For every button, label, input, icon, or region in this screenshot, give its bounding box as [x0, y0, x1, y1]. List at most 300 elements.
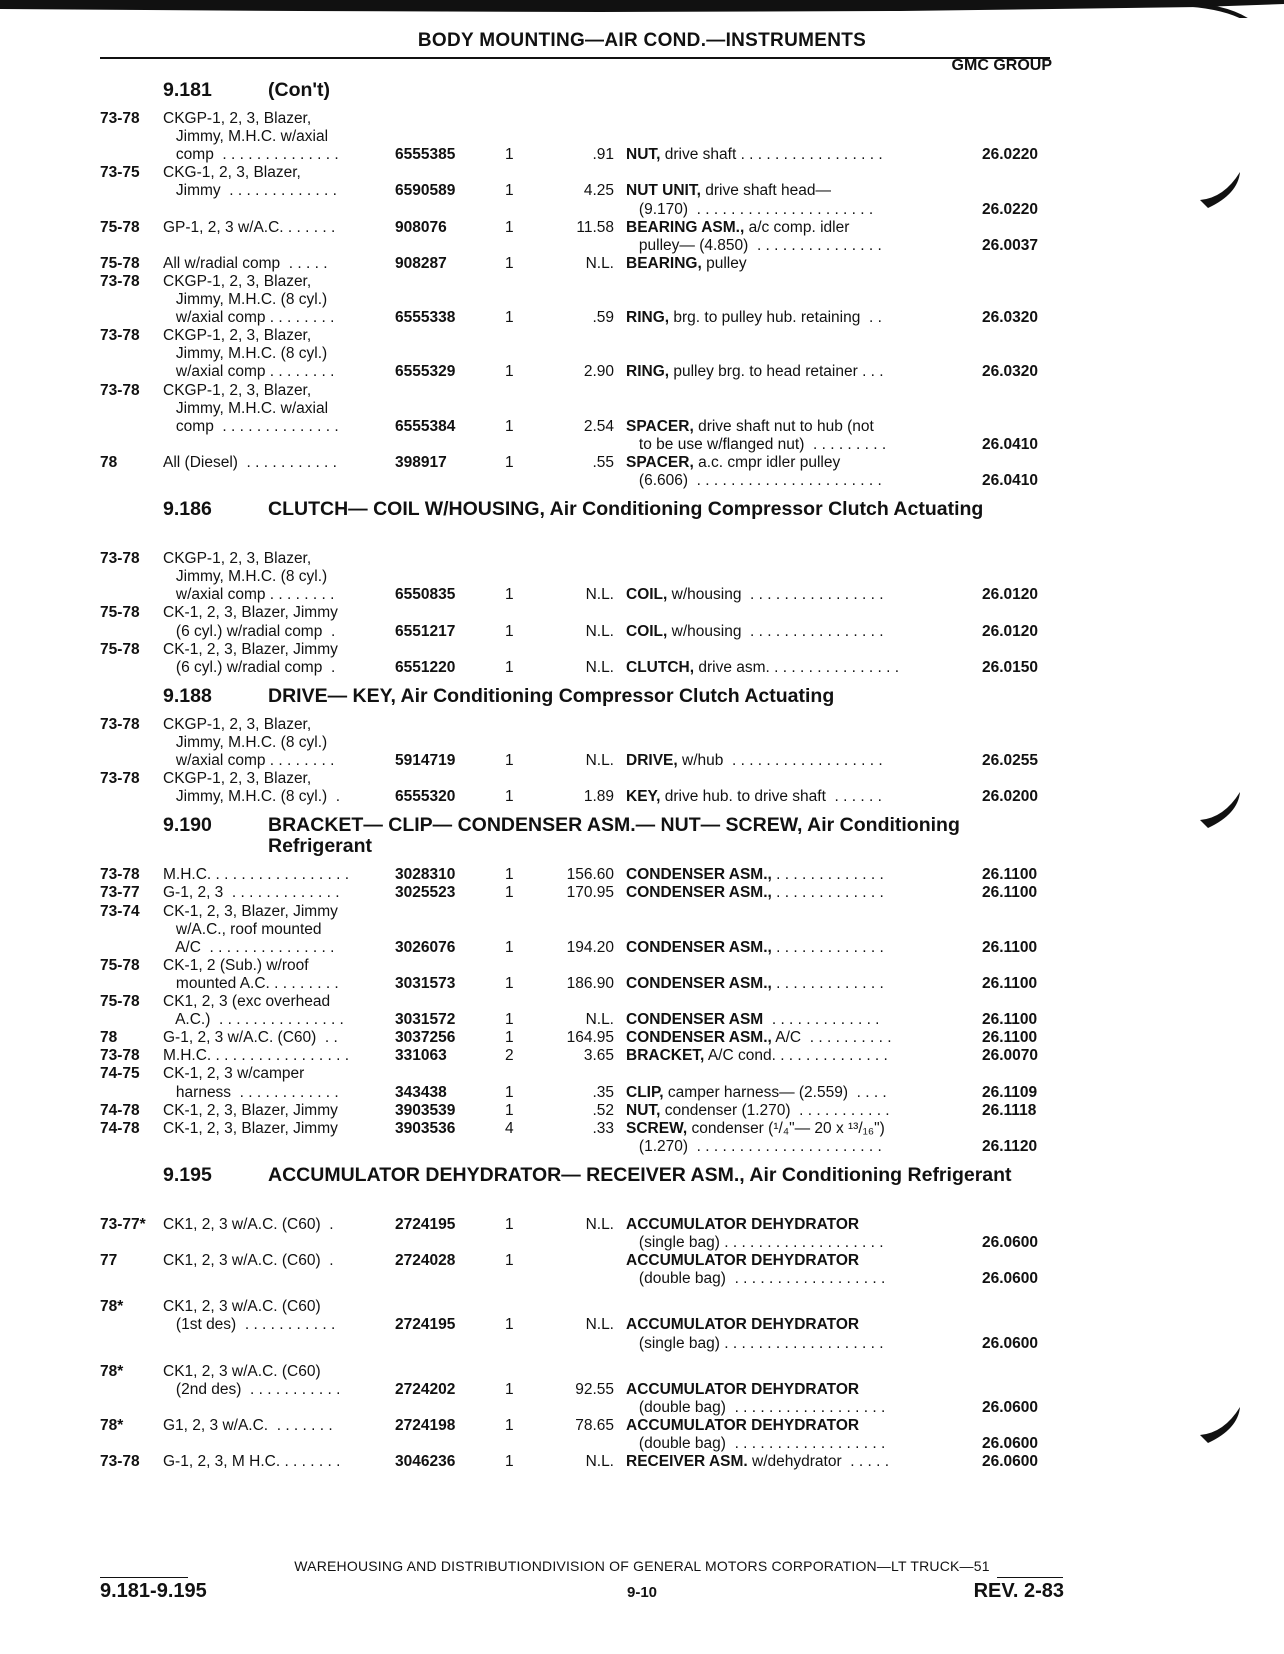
catalog-group-number: 26.1100 [982, 866, 1038, 884]
price: 1.89 [583, 788, 614, 806]
catalog-row [0, 1416, 1284, 1435]
price: N.L. [585, 1215, 614, 1233]
application: CKGP-1, 2, 3, Blazer, [163, 550, 312, 568]
part-number: 6555338 [395, 309, 456, 327]
application: CK-1, 2 (Sub.) w/roof [163, 956, 309, 974]
part-number: 2724198 [395, 1416, 456, 1434]
part-description-detail: to be use w/flanged nut) . . . . . . . . . [626, 435, 887, 453]
part-description [626, 1416, 859, 1435]
application: w/A.C., roof mounted [163, 920, 322, 938]
catalog-row [0, 640, 1284, 659]
quantity: 2 [505, 1047, 514, 1065]
quantity: 1 [505, 1083, 514, 1101]
price: N.L. [585, 1011, 614, 1029]
part-description [626, 218, 849, 237]
catalog-group-number: 26.0600 [982, 1398, 1039, 1416]
catalog-group-number: 26.0600 [982, 1435, 1039, 1452]
catalog-group-number: 26.0220 [982, 200, 1039, 218]
catalog-row [0, 145, 1284, 164]
catalog-row [0, 1251, 1284, 1270]
price: 164.95 [566, 1029, 614, 1047]
part-description [626, 1010, 880, 1029]
part-description [626, 145, 883, 164]
model-years: 78* [100, 1362, 124, 1380]
section-number: 9.195 [163, 1163, 212, 1186]
part-description [626, 938, 884, 957]
model-years: 75-78 [100, 956, 140, 974]
part-name: SPACER, [626, 453, 694, 471]
part-description-detail: pulley brg. to head retainer . . . [669, 363, 884, 381]
application: CK-1, 2, 3, Blazer, Jimmy [163, 1119, 338, 1137]
catalog-group-number: 26.1100 [982, 884, 1038, 902]
catalog-row [0, 658, 1284, 677]
model-years: 73-77* [100, 1215, 146, 1233]
application: CKGP-1, 2, 3, Blazer, [163, 272, 312, 290]
part-description-detail: . . . . . . . . . . . . . [771, 938, 884, 956]
quantity: 1 [505, 658, 514, 676]
part-description [626, 453, 840, 472]
application: M.H.C. . . . . . . . . . . . . . . . . [163, 1047, 350, 1065]
catalog-group-number: 26.0255 [982, 752, 1039, 769]
part-description [626, 1215, 859, 1234]
price: N.L. [585, 658, 614, 676]
part-description [626, 585, 884, 604]
model-years: 74-78 [100, 1119, 140, 1137]
price: 2.54 [583, 417, 614, 435]
footer-section-range: 9.181-9.195 [100, 1580, 207, 1602]
section-title: (Con't) [268, 79, 331, 101]
catalog-group-number: 26.0410 [982, 435, 1039, 453]
catalog-row [0, 1380, 1284, 1399]
part-description-detail: drive shaft nut to hub (not [693, 417, 874, 435]
application: CK-1, 2, 3 w/camper [163, 1065, 305, 1083]
catalog-row [0, 1362, 1284, 1381]
application: A.C.) . . . . . . . . . . . . . . . [163, 1011, 344, 1029]
model-years: 73-78 [100, 272, 140, 290]
quantity: 1 [505, 1215, 514, 1233]
part-name: COIL, [626, 622, 668, 640]
section-title: ACCUMULATOR DEHYDRATOR— RECEIVER ASM., Air Conditioning Refrigerant [268, 1163, 1012, 1186]
catalog-row [0, 381, 1284, 400]
catalog-row [0, 1315, 1284, 1334]
footer-rule-right [997, 1577, 1063, 1578]
quantity: 1 [505, 309, 514, 327]
binder-hole-mark [1196, 170, 1244, 210]
application: harness . . . . . . . . . . . . [163, 1083, 339, 1101]
catalog-group-number: 26.0600 [982, 1270, 1039, 1288]
catalog-row [0, 974, 1284, 993]
application: CK1, 2, 3 w/A.C. (C60) [163, 1362, 321, 1380]
quantity: 1 [505, 974, 514, 992]
price: .35 [592, 1083, 614, 1101]
catalog-row [0, 163, 1284, 182]
catalog-row [0, 549, 1284, 568]
price: N.L. [585, 1453, 614, 1471]
part-description [626, 1269, 885, 1288]
catalog-row [0, 1083, 1284, 1102]
price: 3.65 [583, 1047, 614, 1065]
part-description-detail: condenser (1.270) . . . . . . . . . . . [660, 1101, 890, 1119]
binder-hole-mark [1196, 790, 1244, 830]
part-name: ACCUMULATOR DEHYDRATOR [626, 1416, 860, 1434]
catalog-group-number: 26.0150 [982, 658, 1039, 676]
section-title: BRACKET— CLIP— CONDENSER ASM.— NUT— SCREW, Air Conditioning Refrigerant [268, 814, 960, 858]
catalog-row [0, 1398, 1284, 1417]
part-description-detail: (single bag) . . . . . . . . . . . . . . . . . . . [626, 1234, 884, 1251]
price: .59 [592, 309, 614, 327]
quantity: 1 [505, 254, 514, 272]
quantity: 1 [505, 146, 514, 164]
part-description-detail: A/C cond. . . . . . . . . . . . . . [704, 1047, 888, 1065]
catalog-row [0, 417, 1284, 436]
catalog-group-number: 26.0410 [982, 472, 1039, 489]
catalog-group-number: 26.0320 [982, 363, 1039, 381]
application: Jimmy, M.H.C. w/axial [163, 399, 329, 417]
part-description-detail: A/C . . . . . . . . . . [771, 1029, 892, 1047]
application: CKG-1, 2, 3, Blazer, [163, 164, 301, 182]
application: w/axial comp . . . . . . . . [163, 309, 335, 327]
part-number: 3903536 [395, 1119, 456, 1137]
catalog-row [0, 938, 1284, 957]
footer-page-number: 9-10 [626, 1584, 658, 1601]
quantity: 1 [505, 866, 514, 884]
price: .91 [592, 146, 614, 164]
part-number: 3028310 [395, 866, 456, 884]
model-years: 73-74 [100, 902, 140, 920]
application: All (Diesel) . . . . . . . . . . . [163, 453, 337, 471]
section-title: CLUTCH— COIL W/HOUSING, Air Conditioning Compressor Clutch Actuating [268, 498, 984, 521]
quantity: 1 [505, 1453, 514, 1471]
model-years: 75-78 [100, 993, 140, 1010]
application: CK1, 2, 3 w/A.C. (C60) [163, 1298, 321, 1316]
part-description-detail: drive hub. to drive shaft . . . . . . [660, 788, 882, 806]
model-years: 73-75 [100, 164, 140, 182]
catalog-row [0, 1010, 1284, 1029]
footer-revision: REV. 2-83 [973, 1580, 1064, 1602]
section-number: 9.188 [163, 684, 212, 707]
catalog-row [0, 1137, 1284, 1156]
catalog-row [0, 1101, 1284, 1120]
part-description [626, 362, 884, 381]
catalog-group-number: 26.1109 [982, 1083, 1038, 1101]
part-description [626, 1315, 859, 1334]
part-name: CONDENSER ASM., [626, 938, 772, 956]
part-description-detail: w/hub . . . . . . . . . . . . . . . . . . [677, 752, 883, 769]
part-number: 3046236 [395, 1453, 456, 1471]
catalog-row [0, 1297, 1284, 1316]
model-years: 78* [100, 1416, 124, 1434]
catalog-row [0, 344, 1284, 363]
part-name: CONDENSER ASM., [626, 866, 772, 884]
catalog-row [0, 1215, 1284, 1234]
catalog-row [0, 254, 1284, 273]
catalog-row [0, 181, 1284, 200]
application: (2nd des) . . . . . . . . . . . [163, 1380, 341, 1398]
catalog-group-number: 26.1120 [982, 1137, 1038, 1155]
part-description-detail: . . . . . . . . . . . . . [763, 1011, 880, 1029]
model-years: 78 [100, 1029, 118, 1047]
part-description [626, 622, 884, 641]
application: G-1, 2, 3 w/A.C. (C60) . . [163, 1029, 338, 1047]
catalog-row [0, 308, 1284, 327]
catalog-group-number: 26.0600 [982, 1234, 1039, 1251]
model-years: 74-78 [100, 1101, 140, 1119]
application: CK-1, 2, 3, Blazer, Jimmy [163, 604, 338, 622]
application: CK1, 2, 3 (exc overhead [163, 993, 331, 1010]
part-description-detail: (9.170) . . . . . . . . . . . . . . . . . . . . . [626, 200, 874, 218]
part-description-detail: pulley— (4.850) . . . . . . . . . . . . . . . [626, 236, 882, 254]
catalog-row [0, 920, 1284, 939]
part-description [626, 1101, 890, 1120]
part-name: CLIP, [626, 1083, 664, 1101]
part-number: 2724195 [395, 1215, 456, 1233]
catalog-group-number: 26.0120 [982, 586, 1039, 604]
catalog-row [0, 326, 1284, 345]
catalog-row [0, 956, 1284, 975]
application: CKGP-1, 2, 3, Blazer, [163, 110, 312, 127]
part-description-detail: . . . . . . . . . . . . . [771, 884, 884, 902]
part-description [626, 658, 899, 677]
quantity: 1 [505, 417, 514, 435]
part-number: 908076 [395, 218, 447, 236]
part-name: RING, [626, 363, 670, 381]
part-name: CONDENSER ASM [626, 1011, 764, 1029]
model-years: 73-78 [100, 110, 140, 127]
part-number: 5914719 [395, 752, 456, 769]
part-number: 3031572 [395, 1011, 456, 1029]
application: All w/radial comp . . . . . [163, 254, 328, 272]
part-description-detail: (single bag) . . . . . . . . . . . . . . . . . . . [626, 1334, 884, 1352]
part-description [626, 308, 882, 327]
quantity: 4 [505, 1119, 514, 1137]
catalog-row [0, 585, 1284, 604]
application: mounted A.C. . . . . . . . . [163, 974, 339, 992]
application: A/C . . . . . . . . . . . . . . . [163, 938, 335, 956]
binder-hole-mark [1196, 1405, 1244, 1445]
part-number: 908287 [395, 254, 447, 272]
part-description [626, 751, 883, 770]
part-number: 398917 [395, 453, 447, 471]
model-years: 74-75 [100, 1065, 140, 1083]
quantity: 1 [505, 1011, 514, 1029]
model-years: 73-78 [100, 550, 140, 568]
part-description-detail: condenser (¹/₄"— 20 x ¹³/₁₆") [687, 1119, 885, 1137]
group-label: GMC GROUP [951, 57, 1052, 74]
catalog-row [0, 200, 1284, 219]
application: Jimmy, M.H.C. (8 cyl.) [163, 568, 328, 586]
part-number: 343438 [395, 1083, 447, 1101]
model-years: 78 [100, 453, 118, 471]
quantity: 1 [505, 1316, 514, 1334]
catalog-row [0, 567, 1284, 586]
catalog-row [0, 1334, 1284, 1353]
part-number: 2724202 [395, 1380, 456, 1398]
catalog-row [0, 1452, 1284, 1471]
catalog-row [0, 1028, 1284, 1047]
catalog-row [0, 272, 1284, 291]
catalog-row [0, 1233, 1284, 1252]
application: Jimmy, M.H.C. (8 cyl.) . [163, 788, 341, 806]
part-name: CONDENSER ASM., [626, 1029, 772, 1047]
application: (6 cyl.) w/radial comp . [163, 622, 336, 640]
part-name: ACCUMULATOR DEHYDRATOR [626, 1252, 860, 1270]
application: Jimmy, M.H.C. (8 cyl.) [163, 733, 328, 751]
part-description [626, 254, 747, 273]
quantity: 1 [505, 752, 514, 769]
application: G-1, 2, 3, M H.C. . . . . . . . [163, 1453, 341, 1471]
part-number: 6555385 [395, 146, 456, 164]
part-name: ACCUMULATOR DEHYDRATOR [626, 1215, 860, 1233]
part-description [626, 1028, 892, 1047]
catalog-row [0, 622, 1284, 641]
part-description [626, 1251, 859, 1270]
part-description [626, 1452, 889, 1471]
catalog-row [0, 751, 1284, 770]
price: .55 [592, 453, 614, 471]
part-name: CONDENSER ASM., [626, 884, 772, 902]
part-name: SPACER, [626, 417, 694, 435]
catalog-row [0, 471, 1284, 490]
catalog-row [0, 109, 1284, 128]
model-years: 78* [100, 1298, 124, 1316]
price: 186.90 [566, 974, 614, 992]
part-description-detail: w/housing . . . . . . . . . . . . . . . . [667, 586, 884, 604]
part-description-detail: w/housing . . . . . . . . . . . . . . . . [667, 622, 884, 640]
part-description [626, 417, 874, 436]
catalog-row [0, 362, 1284, 381]
part-description [626, 471, 882, 490]
part-name: SCREW, [626, 1119, 688, 1137]
catalog-row [0, 787, 1284, 806]
model-years: 75-78 [100, 254, 140, 272]
price: 194.20 [566, 938, 614, 956]
catalog-group-number: 26.1100 [982, 974, 1038, 992]
part-description [626, 1398, 885, 1417]
part-name: CLUTCH, [626, 658, 695, 676]
part-name: DRIVE, [626, 752, 678, 769]
part-name: RING, [626, 309, 670, 327]
application: comp . . . . . . . . . . . . . . [163, 417, 339, 435]
part-description [626, 1046, 888, 1065]
model-years: 73-78 [100, 715, 140, 733]
part-number: 331063 [395, 1047, 447, 1065]
catalog-row [0, 715, 1284, 734]
part-name: COIL, [626, 586, 668, 604]
price: N.L. [585, 752, 614, 769]
part-description-detail: a/c comp. idler [744, 218, 850, 236]
part-description [626, 1137, 882, 1156]
quantity: 1 [505, 788, 514, 806]
model-years: 73-78 [100, 770, 140, 788]
catalog-row [0, 236, 1284, 255]
application: M.H.C. . . . . . . . . . . . . . . . . [163, 866, 350, 884]
catalog-row [0, 865, 1284, 884]
price: 170.95 [566, 884, 614, 902]
part-description-detail: (6.606) . . . . . . . . . . . . . . . . . . . . . . [626, 472, 882, 489]
part-number: 6550835 [395, 586, 456, 604]
section-number: 9.186 [163, 498, 212, 521]
part-description-detail: brg. to pulley hub. retaining . . [669, 309, 882, 327]
price: N.L. [585, 1316, 614, 1334]
catalog-group-number: 26.0070 [982, 1047, 1039, 1065]
model-years: 73-78 [100, 1453, 140, 1471]
part-description [626, 181, 831, 200]
price: 2.90 [583, 363, 614, 381]
part-description-detail: (double bag) . . . . . . . . . . . . . . . . . . [626, 1270, 886, 1288]
application: w/axial comp . . . . . . . . [163, 586, 335, 604]
part-description-detail: a.c. cmpr idler pulley [693, 453, 841, 471]
quantity: 1 [505, 218, 514, 236]
part-name: ACCUMULATOR DEHYDRATOR [626, 1380, 860, 1398]
part-name: ACCUMULATOR DEHYDRATOR [626, 1316, 860, 1334]
part-description [626, 435, 886, 454]
quantity: 1 [505, 884, 514, 902]
catalog-row [0, 1064, 1284, 1083]
part-description [626, 1233, 884, 1252]
catalog-group-number: 26.0220 [982, 146, 1039, 164]
part-number: 3037256 [395, 1029, 456, 1047]
part-description [626, 974, 884, 993]
part-description-detail: drive asm. . . . . . . . . . . . . . . . [694, 658, 900, 676]
application: GP-1, 2, 3 w/A.C. . . . . . . [163, 218, 336, 236]
quantity: 1 [505, 182, 514, 200]
part-number: 2724028 [395, 1252, 456, 1270]
application: CKGP-1, 2, 3, Blazer, [163, 770, 312, 788]
part-name: BEARING ASM., [626, 218, 745, 236]
part-description [626, 865, 884, 884]
catalog-group-number: 26.0320 [982, 309, 1039, 327]
application: (6 cyl.) w/radial comp . [163, 658, 336, 676]
part-number: 2724195 [395, 1316, 456, 1334]
model-years: 75-78 [100, 640, 140, 658]
application: Jimmy, M.H.C. w/axial [163, 128, 329, 146]
part-number: 6590589 [395, 182, 456, 200]
quantity: 1 [505, 453, 514, 471]
price: 78.65 [575, 1416, 614, 1434]
quantity: 1 [505, 1029, 514, 1047]
catalog-row [0, 902, 1284, 921]
price: N.L. [585, 254, 614, 272]
part-description-detail: drive shaft . . . . . . . . . . . . . . . . . [660, 146, 883, 164]
quantity: 1 [505, 1416, 514, 1434]
model-years: 77 [100, 1252, 118, 1270]
model-years: 75-78 [100, 604, 140, 622]
model-years: 73-78 [100, 327, 140, 345]
part-number: 6551220 [395, 658, 456, 676]
part-name: RECEIVER ASM. [626, 1453, 748, 1471]
part-number: 6555384 [395, 417, 456, 435]
part-description-detail: pulley [701, 254, 747, 272]
part-name: NUT, [626, 1101, 661, 1119]
quantity: 1 [505, 586, 514, 604]
part-number: 6555320 [395, 788, 456, 806]
price: N.L. [585, 586, 614, 604]
catalog-group-number: 26.1100 [982, 1011, 1038, 1029]
catalog-row [0, 127, 1284, 146]
application: w/axial comp . . . . . . . . [163, 752, 335, 769]
part-number: 3026076 [395, 938, 456, 956]
section-title: DRIVE— KEY, Air Conditioning Compressor Clutch Actuating [268, 684, 835, 707]
quantity: 1 [505, 363, 514, 381]
catalog-group-number: 26.1118 [982, 1101, 1037, 1119]
application: w/axial comp . . . . . . . . [163, 363, 335, 381]
part-number: 3903539 [395, 1101, 456, 1119]
catalog-row [0, 218, 1284, 237]
part-name: KEY, [626, 788, 661, 806]
part-description [626, 1434, 885, 1453]
catalog-row [0, 1434, 1284, 1453]
part-description [626, 1083, 887, 1102]
